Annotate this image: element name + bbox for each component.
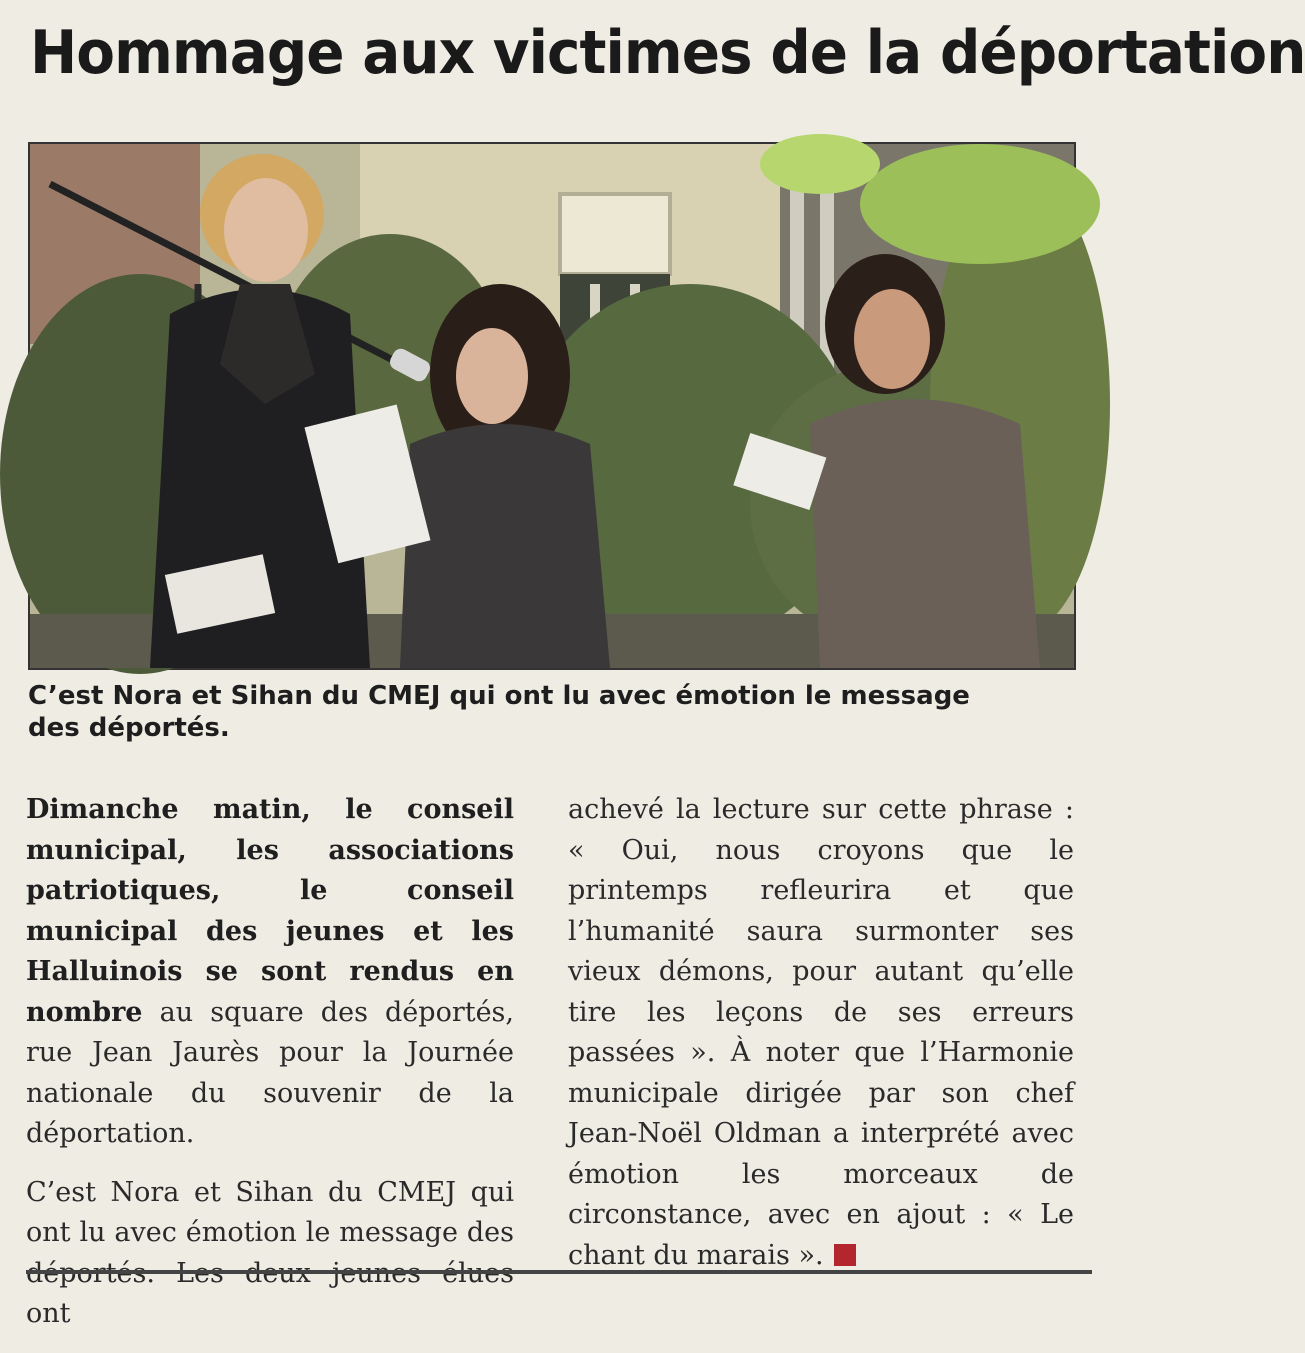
article-column-left <box>26 790 514 1353</box>
article-paragraph-1 <box>26 790 514 1155</box>
photo-caption <box>28 680 1068 744</box>
article-paragraph-2-end <box>568 790 1074 1276</box>
caption-line-1: C’est Nora et Sihan du CMEJ qui ont lu avec émotion le message <box>28 681 970 711</box>
end-of-article-mark-icon <box>834 1244 856 1266</box>
article-lead-rest: au square des déportés, rue Jean Jaurès pour la Journée nationale du souvenir de la déportation. <box>26 996 514 1149</box>
article-column-right <box>568 790 1074 1294</box>
article-paragraph-2-end-text: achevé la lecture sur cette phrase : « Oui, nous croyons que le printemps refleurira et que l’humanité saura surmonter ses vieux démons, pour autant qu’elle tire les leçons de ses erreurs passées ». À noter que l’Harmonie municipale dirigée par son chef Jean-Noël Oldman a interprété avec émotion les morceaux de circonstance, avec en ajout : « Le chant du marais ». <box>568 794 1074 1271</box>
headline: Hommage aux victimes de la déportation <box>30 18 1305 88</box>
article-lead-bold: Dimanche matin, le conseil municipal, les associations patriotiques, le conseil municipal des jeunes et les Halluinois se sont rendus en nombre <box>26 794 514 1028</box>
bottom-rule <box>26 1270 1092 1274</box>
caption-line-2: des déportés. <box>28 713 230 743</box>
article-paragraph-2-start: C’est Nora et Sihan du CMEJ qui ont lu avec émotion le message des ont <box>26 1176 514 1329</box>
article-photo <box>28 142 1076 670</box>
